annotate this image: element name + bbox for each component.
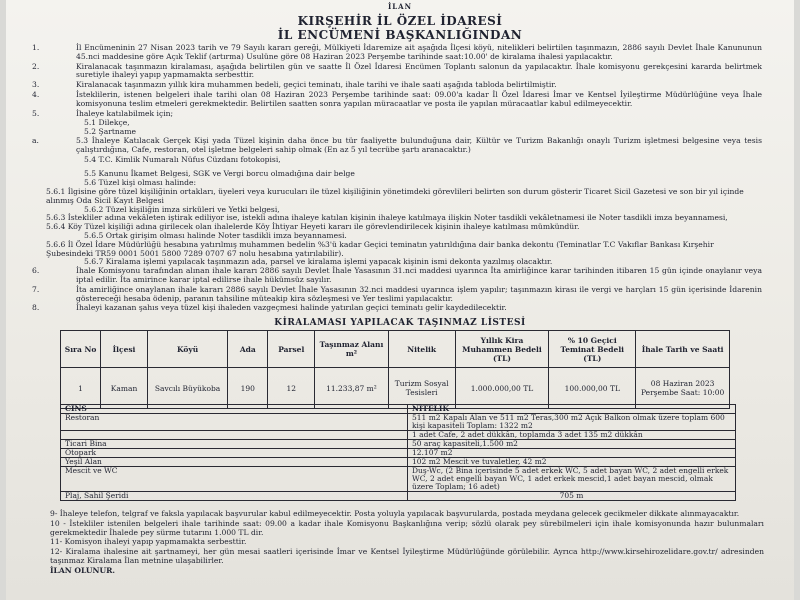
sub-clause: 5.2 Şartname <box>84 127 137 137</box>
notice-body <box>32 44 762 314</box>
closing-statement: İLAN OLUNUR. <box>50 565 116 575</box>
clause: 8. İhaleyi kazanan şahıs veya tüzel kişi ihaleden vazgeçmesi halinde yatırılan geçici teminatı gelir kaydedilecektir. <box>32 303 507 313</box>
legal-clause: 5.6.2 Tüzel kişiliğin imza sirküleri ve Yetki belgesi, <box>84 204 280 214</box>
clause: 3. Kiralanacak taşınmazın yıllık kira muhammen bedeli, geçici teminatı, ihale tarihi ve ihale saati aşağıda tabloda belirtilmiştir. <box>32 80 557 90</box>
column-header: Sıra No <box>61 331 101 368</box>
table-cell: 1 <box>61 368 101 409</box>
document-page <box>6 0 794 600</box>
table-cell: Turizm Sosyal Tesisleri <box>388 368 455 409</box>
sub-clause: 5.6 Tüzel kişi olması halinde: <box>84 178 197 188</box>
facility-details-table <box>60 404 736 501</box>
clause: 4. İsteklilerin, istenen belgeleri ihale tarihi olan 08 Haziran 2023 Perşembe tarihinde saat: 09.00'a kadar İl Özel İdaresi İmar ve Kentsel İyileştirme Müdürlüğüne veya İhale komisyonuna teslim etmeleri gerekmektedir. Belirtilen saatten sonra yapılan müracaatlar ve posta ile yapılan müracaatlar kabul edilmeyecektir. <box>32 89 762 108</box>
column-header: Yıllık Kira Muhammen Bedeli (TL) <box>455 331 549 368</box>
column-header: İlçesi <box>101 331 148 368</box>
notice-label: İLAN <box>387 2 413 11</box>
clause: 2. Kiralanacak taşınmazın kiralaması, aşağıda belirtilen gün ve saatte İl Özel İdaresi Encümen Toplantı salonun da yapılacaktır. İhale komisyonu gerekçesini kararda belirtmek suretiyle ihaleyi yapıp yapmamakta serbesttir. <box>32 61 762 80</box>
clause: 1. İl Encümeninin 27 Nisan 2023 tarih ve 79 Sayılı kararı gereği, Mülkiyeti İdaremize ait aşağıda İlçesi köyü, nitelikleri belirtilen taşınmazın, 2886 sayılı Devlet İhale Kanununun 45.nci maddesine göre Açık Teklif (artırma) Usulüne göre 08 Haziran 2023 Perşembe tarihinde saat:10.00' de kiralama ihalesi yapılacaktır. <box>32 43 762 61</box>
legal-clause: 5.6.4 Köy Tüzel kişiliği adına girilecek olan ihalelerde Köy İhtiyar Heyeti kararı ile görevlendirilecek kişinin ihaleye katılması mümkündür. <box>46 222 580 232</box>
column-header: % 10 Geçici Teminat Bedeli (TL) <box>549 331 636 368</box>
legal-clause: 5.6.6 İl Özel İdare Müdürlüğü hesabına yatırılmış muhammen bedelin %3'ü kadar Geçici teminatın yatırıldığına dair banka dekontu (Teminatlar T.C Vakıflar Bankası Kırşehir Şubesindeki TR59 0001 5001 5800 7289 0707 67 nolu hesabına yatırılabilir). <box>46 239 714 258</box>
column-header: Nitelik <box>388 331 455 368</box>
table-cell: Kaman <box>101 368 148 409</box>
clause: a. 5.3 İhaleye Katılacak Gerçek Kişi yada Tüzel kişinin daha önce bu tür faaliyette bulunduğuna dair, Kültür ve Turizm Bakanlığı onaylı Turizm işletmesi belgesine veya tesis çalıştırdığına, Cafe, restoran, otel işletme belgeleri sahip olmak (En az 5 yıl tecrübe şartı aranacaktır.) <box>32 135 762 154</box>
column-header: NİTELİK <box>408 405 736 414</box>
footer-clause: 9- İhaleye telefon, telgraf ve faksla yapılacak başvurular kabul edilmeyecektir. Posta yoluyla yapılacak başvurularda, postada meydana gelecek gecikmeler dikkate alınmayacaktır. <box>50 509 740 518</box>
table-row: Ticari Bina 50 araç kapasiteli,1.500 m2 <box>61 440 736 449</box>
column-header: Parsel <box>268 331 315 368</box>
property-table <box>60 330 730 409</box>
table-cell: 08 Haziran 2023 Perşembe Saat: 10:00 <box>636 368 730 409</box>
table-cell: 1.000.000,00 TL <box>455 368 549 409</box>
footer-clause: 10 - İstekliler istenilen belgeleri ihale tarihinde saat: 09.00 a kadar ihale Komisyonu Başkanlığına verip; sözlü olarak pey sürebilmeleri için ihale komisyonunda hazır bulunmaları gerekmektedir İhalede pey sürme tutarını 1.000 TL dir. <box>50 518 764 537</box>
notice-footer <box>50 510 764 577</box>
institution-title: KIRŞEHİR İL ÖZEL İDARESİ <box>297 14 503 28</box>
clause: 7. İta amirliğince onaylanan ihale kararı 2886 sayılı Devlet İhale Yasasının 32.nci maddesi uyarınca işlem yapılır; taşınmazın kirası ile vergi ve harçları 15 gün içerisinde İdarenin göstereceği hesaba ödenip, paranın tahsiline müteakip kira sözleşmesi ve Yer teslimi yapılacaktır. <box>32 284 762 303</box>
column-header: Ada <box>228 331 268 368</box>
footer-clause: 12- Kiralama ihalesine ait şartnameyi, her gün mesai saatleri içerisinde İmar ve Kentsel İyileştirme Müdürlüğünde görülebilir. Ayrıca http://www.kirsehirozelidare.gov.tr/ adresinden taşınmaz Kiralama İlan metnine ulaşabilirler. <box>50 547 764 565</box>
table-cell: Savcılı Büyükoba <box>147 368 227 409</box>
table-cell: 190 <box>228 368 268 409</box>
sub-clause: 5.5 Kanunu İkamet Belgesi, SGK ve Vergi borcu olmadığına dair belge <box>84 169 355 179</box>
column-header: CİNS <box>61 405 408 414</box>
footer-clause: 11- Komisyon ihaleyi yapıp yapmamakta serbesttir. <box>50 537 247 547</box>
table-row: Mescit ve WC Duş-Wc, (2 Bina içerisinde 5 adet erkek WC, 5 adet bayan WC, 2 adet engelli erkek WC, 2 adet engelli bayan WC, 1 adet erkek mescid,1 adet bayan mescid, olmak üzere Toplam; 16 adet) <box>61 467 736 492</box>
legal-clause: 5.6.3 İstekliler adına vekâleten iştirak ediliyor ise, istekli adına ihaleye katılan kişinin ihaleye katılmaya ilişkin Noter tasdikli vekâletnamesi ile Noter tasdikli imza beyannamesi, <box>46 213 728 223</box>
table-row: Otopark 12.107 m2 <box>61 449 736 458</box>
legal-clause: 5.6.5 Ortak girişim olması halinde Noter tasdikli imza beyannamesi. <box>84 230 347 240</box>
table-header-row <box>61 331 730 368</box>
legal-clause: 5.6.7 Kiralama işlemi yapılacak taşınmazın ada, parsel ve kiralama işlemi yapacak kişinin ismi dekonta yazılmış olacaktır. <box>84 257 553 267</box>
table-row: 1 adet Cafe, 2 adet dükkân, toplamda 3 adet 135 m2 dükkân <box>61 431 736 440</box>
table-cell: 11.233,87 m² <box>315 368 389 409</box>
sub-clause: 5.4 T.C. Kimlik Numaralı Nüfus Cüzdanı fotokopisi, <box>84 154 281 164</box>
table-row: Restoran 511 m2 Kapalı Alan ve 511 m2 Teras,300 m2 Açık Balkon olmak üzere toplam 600 kişi kapasiteli Toplam: 1322 m2 <box>61 414 736 431</box>
department-title: İL ENCÜMENİ BAŞKANLIĞINDAN <box>277 28 523 42</box>
column-header: Taşınmaz Alanı m² <box>315 331 389 368</box>
table-cell: 12 <box>268 368 315 409</box>
table-title: KİRALAMASI YAPILACAK TAŞINMAZ LİSTESİ <box>274 318 526 328</box>
column-header: İhale Tarih ve Saati <box>636 331 730 368</box>
clause: 6. İhale Komisyonu tarafından alınan ihale kararı 2886 sayılı Devlet İhale Yasasının 31.nci maddesi uyarınca İta amirliğince karar tarihinden itibaren 15 gün içinde onaylanır veya iptal edilir. İta amirince karar iptal edilirse ihale hükümsüz sayılır. <box>32 266 762 284</box>
legal-clause: 5.6.1 İlgisine göre tüzel kişiliğinin ortakları, üyeleri veya kurucuları ile tüzel kişiliğinin yönetimdeki görevlileri belirten son durum gösterir Ticaret Sicil Gazetesi ve son bir yıl içinde alınmış Oda Sicil Kayıt Belgesi <box>46 186 744 205</box>
table-row: Plaj, Sahil Şeridi 705 m <box>61 492 736 501</box>
sub-clause: 5.1 Dilekçe, <box>84 118 130 128</box>
clause: 5. İhaleye katılabilmek için; <box>32 108 174 118</box>
table-row: Yeşil Alan 102 m2 Mescit ve tuvaletler, 42 m2 <box>61 458 736 467</box>
column-header: Köyü <box>147 331 227 368</box>
table-row <box>61 368 730 409</box>
table-cell: 100.000,00 TL <box>549 368 636 409</box>
